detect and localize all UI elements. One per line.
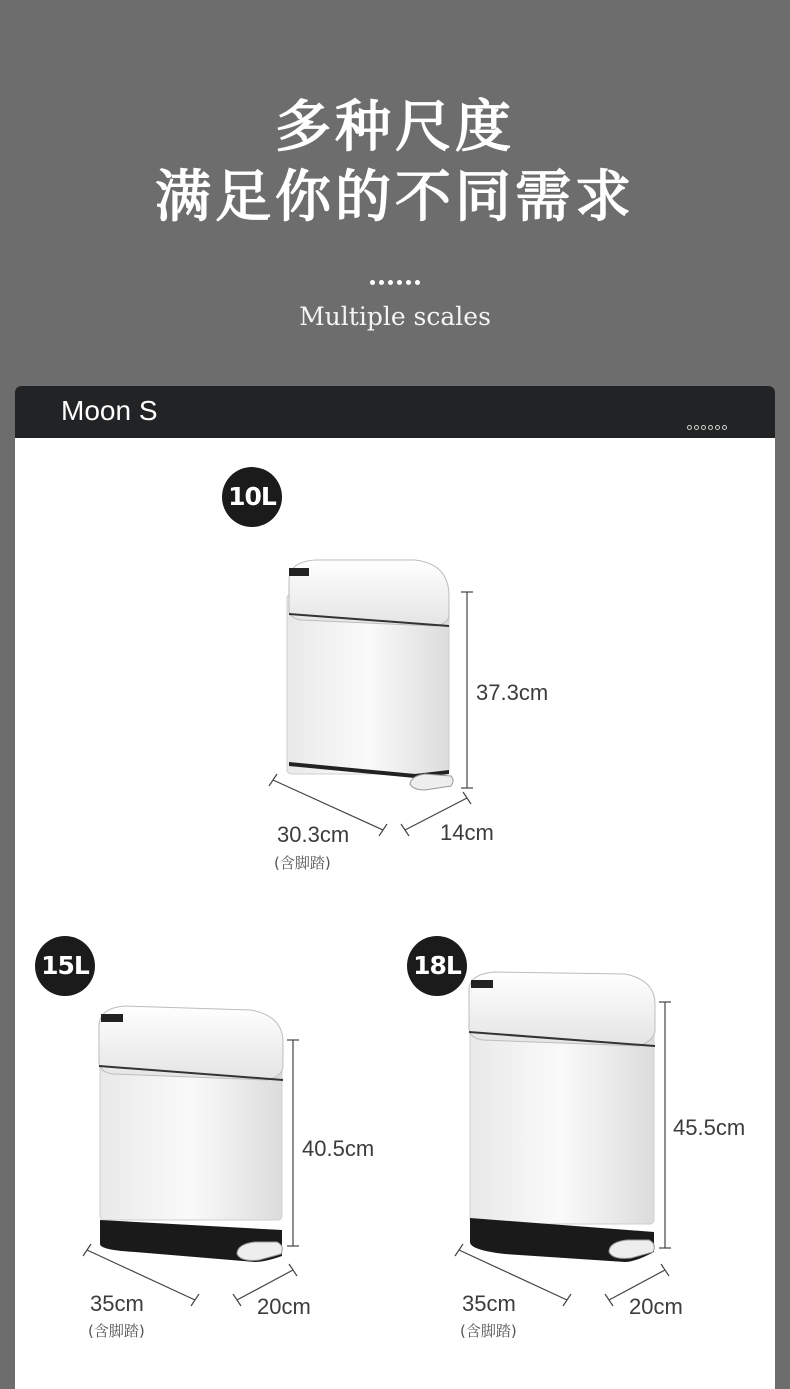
depth-label-15l: 20cm [257,1294,311,1319]
width-note-18l: (含脚踏) [460,1322,517,1340]
capacity-badge-15l: 15L [35,936,95,996]
trash-bin-illustration [455,972,671,1306]
depth-label-18l: 20cm [629,1294,683,1319]
height-label-15l: 40.5cm [302,1136,375,1161]
trash-bin-illustration [83,1006,299,1306]
card-title: Moon S [61,395,158,426]
depth-label-10l: 14cm [440,820,494,845]
width-note-15l: (含脚踏) [88,1322,145,1340]
product-illustrations [15,386,775,1389]
hero-subtitle: Multiple scales [299,302,491,331]
hero-title-line-1: 多种尺度 [275,95,515,160]
width-label-10l: 30.3cm [277,822,350,847]
width-label-15l: 35cm [90,1291,144,1316]
hero-title-line-2: 满足你的不同需求 [155,165,635,230]
decorative-dots-icon [0,270,790,289]
size-card [15,386,775,1389]
capacity-badge-10l: 10L [222,467,282,527]
height-label-18l: 45.5cm [673,1115,746,1140]
height-label-10l: 37.3cm [476,680,549,705]
capacity-badge-18l: 18L [407,936,467,996]
trash-bin-illustration [269,560,473,836]
width-label-18l: 35cm [462,1291,516,1316]
width-note-10l: (含脚踏) [274,854,331,872]
